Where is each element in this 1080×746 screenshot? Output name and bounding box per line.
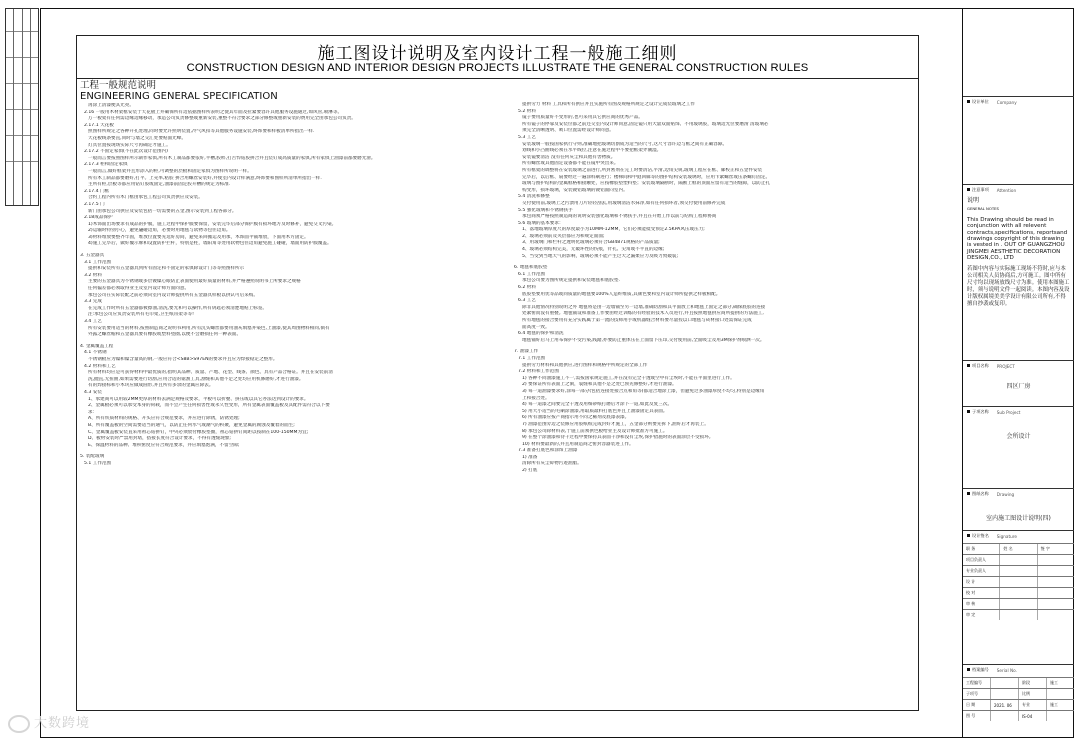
text-line: 照图样所规定之各种开孔处理,同时要允许照明装置,冷气风扣等其他服务设施安装,终饰要和样板清单所指出一样. [88, 129, 315, 135]
text-line: 在完成工作时所有五金器都被擦油,清洗,要光和可以操作,所有钥匙必须清楚地贴上标签。 [88, 305, 267, 311]
signature-label: 设计签名 [972, 533, 989, 538]
text-line: 5.4 清洗和修整 [518, 194, 550, 200]
table-cell [1038, 577, 1074, 587]
text-line: 4. 金属覆盖工程 [80, 343, 114, 349]
text-line: 4)施工完毕后，做好覆示牌和设置防护拦杆，特别是柱，墙阳角等处用软物包住边角避免施工碰碰，墙面用防护膜覆盖。 [88, 241, 332, 247]
table-cell [1000, 599, 1037, 609]
text-line: 灯具位置按现场实际尺寸再确定才施工。 [88, 142, 171, 148]
text-line: 承包公司要为图所规定提供和安装地毯和底胶垫. [522, 278, 620, 284]
text-line: 面高度一致。 [522, 324, 550, 330]
table-cell: 职 务 [963, 544, 1000, 554]
drawing-value: 室内施工图设计说明(四) [986, 515, 1051, 522]
text-line: 一般而言,做好框架并且形添入的柜,可调整的层板和固定家俱为图样所说明一样。 [88, 168, 252, 174]
text-line: 6. 地毯和底胶垫 [514, 265, 548, 271]
text-line: 5.1 工作范围 [84, 460, 112, 466]
table-cell: 审 定 [963, 610, 1000, 620]
text-line: 2)运输时特别小心，避免磕碰边角，必要时用地毯与软物等包住边角。 [88, 228, 231, 234]
text-line: 交付使用前,玻璃上之污溃用刀片轻轻刮去,用玻璃清洁水抹净,如有任何损坏者,须交付使用前修补完成 [522, 200, 726, 206]
text-line: 4.1 不锈钢 [84, 350, 107, 356]
signature-row [963, 565, 1074, 576]
text-line: 安装玻璃一般按国家执行守则,准确地把玻璃切割成为适当的尺寸,这尺寸容许边与框之间有正确容隙。 [522, 141, 728, 147]
right-paragraphs [514, 102, 914, 475]
general-notes-en: This Drawing should be read in conjunction with all relevent contracts,specifications, reportsand drawings copyright of this drawing is vested in . OUT OF GUANGZHOU JINGMEI AESTHETIC DECORATION DESIGN,CO., LTD [967, 216, 1068, 262]
text-line: 5.2 材料 [518, 108, 536, 114]
text-line: D、板材安装时严禁用封堵，搭接长度符合设计要求，不得有透缝现象; [88, 436, 231, 442]
text-line: 5) 用大小适当的毛刷涂油漆,用取质最料打底色并且上油漆固定其表面。 [522, 408, 668, 414]
text-line: 7) 油漆范围旁边之装修应用胶纸纸完成封好才施工，五金部分则要先拆下,油好后才再装上。 [522, 421, 709, 427]
subproject-section [963, 406, 1074, 487]
text-line: 洗,抛直,无扭曲,如果需要进行切割,应用合适的锯割工具,割缝和其他不足之处均应用机修磨好,才进行油漆。 [88, 376, 304, 382]
text-line: 3.1 工作范围 [84, 259, 112, 265]
subproject-value: 会所设计 [1006, 433, 1031, 440]
attention-label: 注意事项 [972, 187, 989, 192]
signature-label-en: Signature [996, 533, 1017, 539]
text-line: 上和接合处。 [522, 395, 550, 401]
text-line: 所有螺丝或其他固定设备都不能在镜中突出来。 [522, 161, 619, 167]
text-line: 4.3 安装 [84, 389, 102, 395]
text-line: 天花板线条要直,同时与墙之交汇处要贴面光峰。 [88, 135, 186, 141]
project-section [963, 360, 1074, 403]
text-line: 7. 油漆工作 [514, 349, 539, 355]
text-line: 须完全清晰透明、吸口位置需经设计师同意。 [522, 128, 614, 134]
section-heading-en: ENGINEERING GENERAL SPECIFICATION [80, 91, 278, 102]
table-cell [1000, 566, 1037, 576]
text-line: 6.2 材料 [518, 285, 536, 291]
text-line: 所有材料均应是可获得材料中最优质的,指明其品种、质量、产地、花型、线条、颜色、具有产品合格证。并且在安装前清 [88, 370, 333, 376]
section-heading-cn: 工程一般规范说明 [80, 80, 157, 91]
text-line: B、所有覆盖板的空间需要适当的通气，以防止任何水气或潮气的积聚，避免金属的腐蚀及覆着的面生; [88, 422, 295, 428]
watermark [8, 712, 90, 733]
attention-label-en: Attention [996, 187, 1017, 193]
text-line: 1、承建商可以用较2MM更厚的材料去满足规格及要求，平板可以折叠、挤压或以其它办法达到设计的要求。 [88, 396, 309, 402]
serial-label: 档案编号 [972, 667, 989, 672]
table-cell: 2021. 06 [991, 700, 1019, 710]
drawing-info-table [963, 677, 1074, 721]
text-line: 主要的五金器具为不锈钢或多层镀镍心眼防止表面使用最好质量的材料,并严格遵照说明书上所要求之规格 [88, 279, 301, 285]
text-line: 3.2 材料 [84, 272, 102, 278]
table-cell: 日 期 [963, 700, 991, 710]
text-line: 求： [88, 409, 98, 415]
text-line: 1) 各种不同油漆施工不一,需按国家规定施工,并在没有完全干透或空中有尘埃时,不能在平面里进行工作。 [522, 375, 735, 381]
text-line: 3.3 完成 [84, 299, 102, 305]
text-line: 所有安装要用适当的材料,按照制造商之说明书利用,所有沉头螺丝都要用油灰填塞并染色,上油漆,使其周围物料相同,倘有 [88, 325, 330, 331]
table-cell [1000, 577, 1037, 587]
signature-table [963, 543, 1074, 620]
general-notes-label-en: GENERAL NOTES [967, 206, 999, 212]
subproject-label: 子项名称 [972, 409, 989, 414]
text-column-left [80, 79, 506, 467]
table-cell: 校 对 [963, 588, 1000, 598]
signature-row [963, 576, 1074, 587]
text-line: 万一板架有任何需边缘边缘移动，承造公司负责修整或重新安装,重整不符合要求之部分修整或重新安装的费用完全由承包公司负责。 [88, 116, 356, 122]
signature-row [963, 598, 1074, 609]
signature-row [963, 554, 1074, 565]
info-row [963, 710, 1074, 721]
text-line: 2.17.2 不固定家俱(不在此次设计范围内) [84, 149, 168, 155]
text-line: 安装镜要清洁 没有任何灰尘和其他有害物质。 [522, 154, 616, 160]
table-cell [1000, 588, 1037, 598]
text-line: 完毕后，以后框、扇要经过一遍涂料刷进行；楼梯间和中庭回廊等的围护结构安装玻璃时，应用卡紧螺丝或压条螺钉固定。 [522, 174, 771, 180]
text-line: 合约工程内所有木门框由承包工程公司负责供应及安装。 [88, 195, 203, 201]
text-line: 除非其他情况特别说明之外 地毯将是由一边墙铺至另一边墙,准确切割和其平面放上和地毯上固定之部分,确保底胶的连接 [522, 304, 766, 310]
text-line: 提供劳力 材料 工具和所有供应并且实施所有图及规格所规定之设计完成装玻璃之工作 [522, 102, 695, 107]
document-title-en: CONSTRUCTION DESIGN AND INTERIOR DESIGN PROJECTS ILLUSTRATE THE GENERAL CONSTRUCTION RULES [186, 62, 809, 74]
text-line: 承包商须严格按照制造商的说明安装强化玻璃和不锈扶手,并且在开始工作以前与结构工程师协商 [522, 214, 717, 220]
text-line: 5. 装配玻璃 [80, 454, 105, 460]
text-line: 1)木饰面出场要求有成品的护膜，施工过程中保护膜要保留，安装完毕后部分保护膜有损坏地方及时修补，避免交叉污染。 [88, 221, 337, 227]
table-cell: 专业 [1019, 700, 1047, 710]
drawing-content-frame [76, 35, 919, 711]
project-label: 项目名称 [972, 363, 989, 368]
text-line: 3) 每一道油漆要求好,涂每一部分(包括连接处接合点和角等)都适合地涂上漆，但避免过多油漆厚度不均匀,特别是边缘角 [522, 388, 765, 394]
table-cell [1000, 555, 1037, 565]
text-line: 注:承包公司应负责安装所有毛巾架,卫生纸吊架等等! [88, 312, 194, 318]
text-line: 不锈钢板应为镍和镍含量高的钢,一般应符合<S8B>S97EN的要求并且应为焊接稳定之整形。 [88, 356, 278, 362]
text-line: 6) 所有油漆应按产商指示用不同之稀剂及底漆表漆。 [522, 415, 630, 421]
text-line: 1) 准备 [522, 454, 538, 460]
text-line: 6.4 地毯的保护和清洗 [518, 331, 564, 337]
text-line: 2) 打底 [522, 468, 538, 474]
text-line: 3.4 工艺 [84, 319, 102, 324]
text-line: E、保温材料的品种、堆积密度应符合规范要求，并应填塞饱满，不留空隙; [88, 442, 240, 448]
table-cell: 阶段 [1019, 678, 1047, 688]
text-line: 2.17.1 天花板 [84, 122, 114, 128]
document-title-cn: 施工图设计说明及室内设计工程一般施工细则 [317, 44, 678, 64]
text-line: 2.16 一般用木材架框安装于天花板上并确保所有边依据图样所表明之使其年面及拉紧要容许其他服务设施通过,如风管,喷淋等。 [84, 109, 343, 115]
text-line: 玻璃与围护结构的金属框格相接触处，应按橡胶垫塑料垫；安装玻璃隔断时，隔断上框的顶面应留有适当的缝隙，以防止扎 [522, 181, 771, 187]
table-cell [1038, 566, 1074, 576]
serial-label-en: Serial No. [996, 667, 1017, 673]
text-line: 7.3 准备打底色和涂饰上油漆 [518, 448, 578, 454]
drawing-name-section [963, 488, 1074, 529]
serial-section [963, 664, 1074, 739]
text-line: 9) 在整个涂油漆和待干过程中要保持其表面干净和没有尘埃,保护措施时的表面涂层不受损坏。 [522, 435, 714, 441]
text-line: 2) 要保证所有表面上之洞，裂缝和其他不是之处已预先修整好,才进行油漆。 [522, 382, 677, 388]
subproject-label-en: Sub Project [996, 409, 1021, 415]
text-line: 5.3 工艺 [518, 134, 536, 140]
text-line: 3、用玻璃门和栏杆之透明化玻璃必须符合GB4871规格的产品质量; [522, 240, 660, 246]
text-line: 承包公司在实际装配之前必须向室内设计师提供所有五金器具样板以供认可后采购。 [88, 292, 258, 298]
text-line: 5.5 强化玻璃和不锈钢扶手 [518, 207, 573, 213]
table-cell: 项目负责人 [963, 555, 1000, 565]
text-line: C、金属覆盖板安装直采用祖芯钻拼钉，中央必须放付橡胶垫圈，祖芯钻拼钉间距以按制在100-150MM为宜; [88, 429, 309, 435]
table-cell: 施工 [1050, 680, 1058, 685]
text-line: 2、金属板必须可以承受本身的荷载，而不会产生任何损害性或永久性变形，所有金属表面覆盖板及其配件需符合以下要 [88, 403, 330, 409]
watermark-text: 大数跨境 [34, 716, 91, 731]
table-cell: 签 字 [1040, 546, 1050, 551]
designer-label-en: Company [996, 99, 1017, 105]
text-line: 3)材料堆放要整齐牢固，堆放位置要先选好房间，避免来回搬运及用承，木饰面平铺堆放，下面用木方固定。 [88, 234, 309, 240]
text-line: 镜子要用质量好不变形的,也可采用其它供应商的优秀产品。 [522, 115, 643, 121]
text-column-right [514, 102, 914, 475]
table-cell [1047, 689, 1074, 699]
text-line: 处紧密而没有重叠。地毯铺设和准备工作要由经过训练的有经验的技术人员进行,并且按照地毯供应商所提供的方法施工, [522, 311, 764, 317]
table-cell: 比例 [1019, 689, 1047, 699]
text-line: 构变形，损坏玻璃，安装镀铝玻璃的镀铝面向室内。 [522, 187, 628, 193]
text-line: 5、当受到当地天气的影响，玻璃必须不能产生过大之漏柔应力及吸力致破裂; [522, 253, 679, 259]
text-line: 7.2 材料和工作范围 [518, 369, 559, 375]
table-cell: 设 计 [963, 577, 1000, 587]
text-line: 提供劳力材料和其他供应,进行图样和规格中所规定的全部工作 [522, 362, 648, 368]
text-line: 6.3 工艺 [518, 298, 536, 304]
text-line: 4.2 材料和工艺 [84, 363, 116, 369]
table-cell [991, 689, 1019, 699]
table-cell [1038, 610, 1074, 620]
text-line: 主所有柜,层板等都应用钻钉胶或固定,油漆前固定胶开槽的规定为标准. [88, 182, 231, 188]
text-line: 底胶垫要用优等品或同质量的地毯要100%人造纤维质,其颜色要和室内设计师所提供之样板相配。 [522, 291, 721, 297]
text-line: 所有镜子的停靠及安装位都之前还交室内设计师同意,固定镜只用大量双面贴饰、不用玻璃胶，玻璃边光位要磨滑 清玻璃必 [522, 121, 769, 127]
table-cell: 工程编号 [963, 678, 991, 688]
text-line: 提供和安装所有五金器具到所有固定和不固定的家俱除设计门等等照图样所示 [88, 266, 245, 272]
info-row [963, 688, 1074, 699]
text-line: 划线和小凸曲线必须在水平线位,注意在施过程中不要把框架弄潮湿。 [522, 148, 662, 154]
attention-section [963, 184, 1074, 361]
text-line: 所有木工制品都要磨好,打平。上壳率,粘胶 拼合用螺丝安装好,并使室内设计样满意,终饰要和图样所清单所指出一样. [88, 175, 322, 181]
text-line: 2、玻璃必须前及夹层都应为和规定面面; [522, 233, 605, 239]
text-line: 所有框架的调整将在安装玻璃之前进行,所封密剂在完工时要清洁,平滑,边角尖锐,玻璃工程应在框、廊校正和五金件安装 [522, 167, 763, 173]
signature-row [963, 609, 1074, 620]
table-cell [1038, 588, 1074, 598]
watermark-logo-icon [8, 715, 30, 733]
table-cell: 施工 [1050, 702, 1058, 707]
table-cell [1038, 555, 1074, 565]
text-line: 8) 承包公司除材料表,于施工前须供色板给业主及设计师批准方可施工。 [522, 428, 668, 434]
table-cell: IS-04 [1019, 711, 1047, 721]
text-line: 所有地毯的接合要用有充分实践属于第一流的技师用手或机器缝合材料要尽量投以口地毯与砖材接口处需保证完成 [522, 318, 752, 323]
table-cell [991, 678, 1019, 688]
table-cell [1000, 610, 1037, 620]
table-cell: 专业负责人 [963, 566, 1000, 576]
text-line: 4) 每一道漆之间要完全干透及用细砂纸打磨后才涂下一道,如此反复三次。 [522, 402, 673, 408]
text-line: 地毯铺好后马上用布保护不受污染,践踏,亦要防止重体压在上面留下压印,交付使用前,全面吸尘及用3M保护剂喷洒一次。 [522, 337, 765, 343]
project-value: 四区厂房 [1006, 383, 1031, 390]
text-line: 新门由承包公司供应及安装包括一切需要的五金,图示安装到工程各部分。 [88, 208, 237, 214]
text-line: 清除所有灰尘碎物污迹油脂。 [522, 461, 582, 467]
table-cell [991, 711, 1019, 721]
text-line: 任何偏差都必须取得业主及室内设计师方面同意。 [88, 286, 190, 292]
text-line: 再涂上清漆便其光亮。 [88, 103, 134, 108]
table-cell [1038, 599, 1074, 609]
project-label-en: PROJECT [996, 363, 1015, 369]
general-notes-cn: 若图中内容与实际施工现场不符时,应与本公司相关人员协商后,方可施工。图中所有尺寸均以现场放线尺寸为准。使用本图施工时，须与说明文件一起阅读。本图内容及设计版权属境美美学设计有限公司所有,不得擅自抄袭或复印。 [967, 265, 1070, 307]
info-row [963, 677, 1074, 688]
drawing-label-en: Drawing [996, 491, 1015, 497]
text-line: 2.18成品保护 [84, 215, 113, 221]
drawing-label: 图纸名称 [972, 491, 989, 496]
general-notes-label: 说明 [967, 197, 980, 204]
text-line: 2.17.5 门 [84, 201, 105, 207]
signature-row [963, 543, 1074, 554]
text-line: 5.6 玻璃的基本要求： [518, 220, 564, 226]
text-line: 7.1 工作范围 [518, 355, 546, 361]
text-line: 一般而言要按照图样所示制作家俱,所有木工制品都要依好,平槽,胶粹,打舌悍钻胶拼合并且装钉成高质量的家俱,所有家俱上油漆前都要磨光滑。 [88, 155, 376, 161]
text-line: 3. 五金器具 [80, 253, 105, 259]
title-block [962, 8, 1074, 738]
designer-section [963, 96, 1074, 185]
table-cell: 子项号 [963, 689, 991, 699]
designer-label: 设计单位 [972, 99, 989, 104]
text-line: 外露之螺丝帽和五金器具要有橡胶或塑料垫圈,以便不会磨损任何一种表面。 [88, 332, 242, 338]
table-cell [1047, 711, 1074, 721]
text-line: A、所有铁质材料的规格、开头应符合规范要求，并应进行除锈，防锈处理; [88, 416, 240, 422]
text-line: 1、落地玻璃厚度尺的厚度最小为10MM-12MM，它们必须能抵受预定2.5KPA风压或压力; [522, 227, 705, 233]
table-cell: 姓 名 [1000, 544, 1037, 554]
text-line: 有的焊接标和小木块应做成圆形,并且所有多余的金属应除去。 [88, 383, 214, 389]
text-line: 6.1 工作范围 [518, 271, 546, 277]
text-line: 2.17.3 柜和固定家俱 [84, 162, 128, 168]
signature-section [963, 530, 1074, 631]
text-line: 2.17.4 门框 [84, 188, 110, 194]
text-line: 4、玻璃必须结构完美，无破坏性的伤痕，针孔、尖角或不平直的边缘; [522, 247, 665, 253]
binding-strip [5, 8, 39, 206]
info-row [963, 699, 1074, 710]
left-paragraphs [80, 103, 506, 467]
text-line: 10) 材料要最新的,并且用制造商之密封容器装进工作。 [522, 441, 634, 447]
signature-row [963, 587, 1074, 598]
table-cell: 审 核 [963, 599, 1000, 609]
table-cell: 图 号 [963, 711, 991, 721]
